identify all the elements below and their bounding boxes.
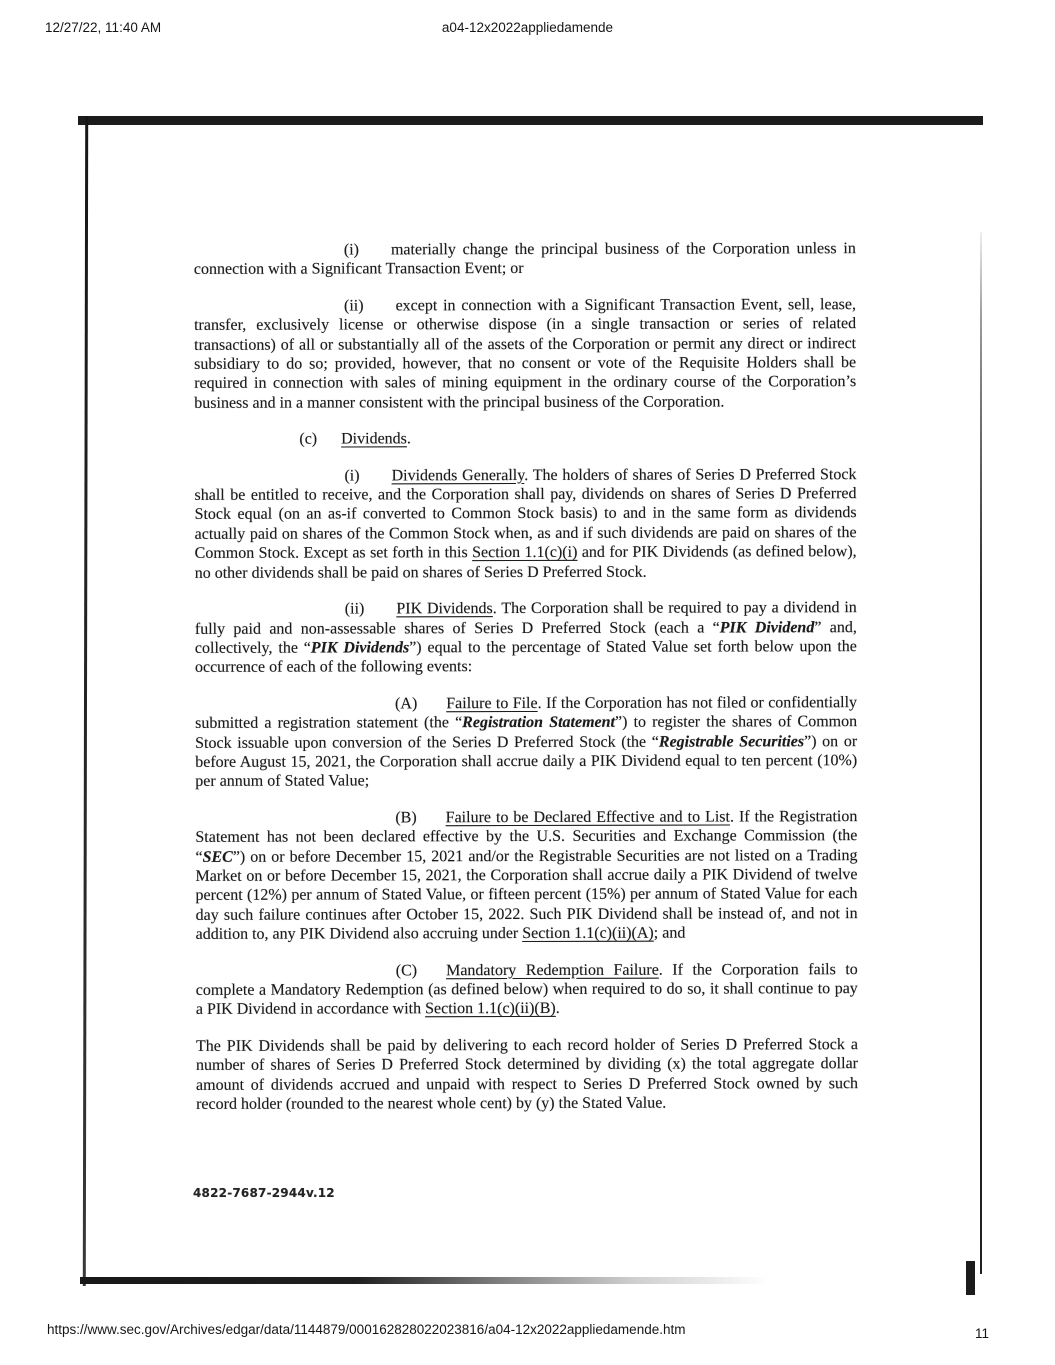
clause-label: (c) [299, 430, 318, 448]
text-segment: PIK Dividends [310, 639, 410, 657]
text-segment: Section 1.1(c)(i) [472, 544, 578, 562]
text-segment: PIK Dividends [396, 600, 493, 618]
clause-text [195, 599, 857, 676]
clause-text [194, 296, 856, 412]
clause-label: (C) [395, 961, 418, 979]
paragraph-ii-pik-dividends [195, 598, 857, 677]
text-segment: Section 1.1(c)(ii)(B) [425, 1000, 556, 1018]
scan-page-corner-mark [966, 1261, 975, 1295]
clause-text [194, 240, 856, 278]
text-segment: Registrable Securities [658, 732, 805, 751]
text-segment: Dividends [341, 430, 407, 448]
print-footer-url: https://www.sec.gov/Archives/edgar/data/1144879/000162828022023816/a04-12x2022appliedamende.htm [47, 1322, 686, 1337]
text-segment: Dividends Generally [391, 466, 525, 485]
text-segment: Mandatory Redemption Failure [446, 961, 659, 979]
clause-text [196, 1036, 858, 1113]
scan-page-right-border [980, 232, 982, 1274]
text-segment: and for PIK Dividends (as defined below), no other dividends shall be paid on shares of Series D Preferred Stock. [194, 543, 857, 582]
text-segment: ”) on or before December 15, 2021 and/or the Registrable Securities are not listed on a Trading Market on or before December 15, 2021, the Corporation shall accrue daily a PIK Dividend of twelve percent (12%) per annum of Stated Value, or fifteen percent (15%) per annum of Stated Value for each day such failure continues after October 15, 2022. Such PIK Dividend shall be instead of, and not in addition to, any PIK Dividend also accruing under [195, 846, 858, 944]
text-segment: . The Corporation shall be required to pay a dividend in fully paid and non-assessable shares of Series D Preferred Stock (each a “ [194, 599, 857, 638]
text-segment: . If the Corporation fails to complete a Mandatory Redemption (as defined below) when required to do so, it shall continue to pay a PIK Dividend in accordance with [195, 960, 858, 1019]
text-segment: Registration Statement [462, 713, 616, 732]
clause-text [341, 431, 411, 448]
paragraph-b-failure-declared-effective [195, 807, 857, 945]
text-segment: materially change the principal business of the Corporation unless in connection with a Significant Transaction Event; or [193, 240, 856, 279]
paragraph-i-dividends-generally [194, 465, 856, 583]
clause-text [196, 961, 858, 1019]
text-segment: ”) on or before August 15, 2021, the Corporation shall accrue daily a PIK Dividend equal to ten percent (10%) per annum of Stated Value; [195, 732, 858, 791]
text-segment: The PIK Dividends shall be paid by delivering to each record holder of Series D Preferred Stock a number of shares of Series D Preferred Stock determined by dividing (x) the total aggregate dollar amount of dividends accrued and unpaid with respect to Series D Preferred Stock owned by such record holder (rounded to the nearest whole cent) by (y) the Stated Value. [195, 1035, 859, 1113]
clause-text [195, 694, 857, 790]
paragraph-a-failure-to-file [195, 693, 857, 792]
text-segment: . [406, 430, 411, 448]
clause-label: (i) [344, 467, 360, 485]
print-header-doc-title: a04-12x2022appliedamende [441, 20, 614, 35]
clause-label: (i) [343, 241, 359, 259]
text-segment: . If the Registration Statement has not been declared effective by the U.S. Securities and Exchange Commission (the “ [195, 807, 858, 866]
text-segment: Failure to be Declared Effective and to List [445, 808, 730, 826]
clause-text [194, 466, 856, 582]
document-control-number: 4822-7687-2944v.12 [193, 1186, 335, 1200]
heading-c-dividends [194, 428, 856, 449]
document-body [194, 239, 858, 1131]
scan-page-bottom-border [80, 1277, 770, 1284]
text-segment: Section 1.1(c)(ii)(A) [522, 924, 654, 943]
text-segment: . [555, 1000, 560, 1018]
text-segment: ”) equal to the percentage of Stated Value set forth below upon the occurrence of each of the following events: [194, 638, 857, 677]
text-segment: . If the Corporation has not filed or confidentially submitted a registration statement (the “ [195, 693, 858, 732]
text-segment: . The holders of shares of Series D Preferred Stock shall be entitled to receive, and the Corporation shall pay, dividends on shares of Series D Preferred Stock equal (on an as-if converted to Common Stock basis) to and in the same form as dividends actually paid on shares of the Common Stock when, as and if such dividends are paid on shares of the Common Stock. Except as set forth in this [194, 465, 857, 563]
text-segment: PIK Dividend [719, 618, 815, 636]
text-segment: except in connection with a Significant Transaction Event, sell, lease, transfer, exclusively license or otherwise dispose (in a single transaction or series of related transactions) of all or substantially all of the assets of the Corporation or permit any direct or indirect subsidiary to do so; provided, however, that no consent or vote of the Requisite Holders shall be required in connection with sales of mining equipment in the ordinary course of the Corporation’s business and in a manner consistent with the principal business of the Corporation. [194, 295, 857, 412]
clause-label: (A) [395, 695, 418, 713]
clause-label: (B) [395, 809, 417, 827]
clause-text [195, 808, 857, 943]
text-segment: SEC [202, 848, 233, 866]
paragraph-c-mandatory-redemption-failure [196, 960, 858, 1020]
text-segment: Failure to File [446, 694, 538, 712]
text-segment: ” and, collectively, the “ [194, 618, 857, 657]
scan-page-left-border [83, 116, 88, 1286]
print-header-datetime: 12/27/22, 11:40 AM [45, 20, 162, 35]
clause-label: (ii) [343, 297, 364, 315]
paragraph-i-materially-change [194, 239, 856, 280]
paragraph-ii-except-in-connection [194, 295, 856, 413]
scan-page-top-border [78, 116, 983, 125]
text-segment: ; and [653, 924, 686, 942]
text-segment: ”) to register the shares of Common Stock issuable upon conversion of the Series D Preferred Stock (the “ [195, 713, 858, 752]
print-footer-page-number: 11 [974, 1326, 989, 1341]
clause-label: (ii) [344, 600, 365, 618]
paragraph-pik-dividends-payment [196, 1035, 858, 1114]
